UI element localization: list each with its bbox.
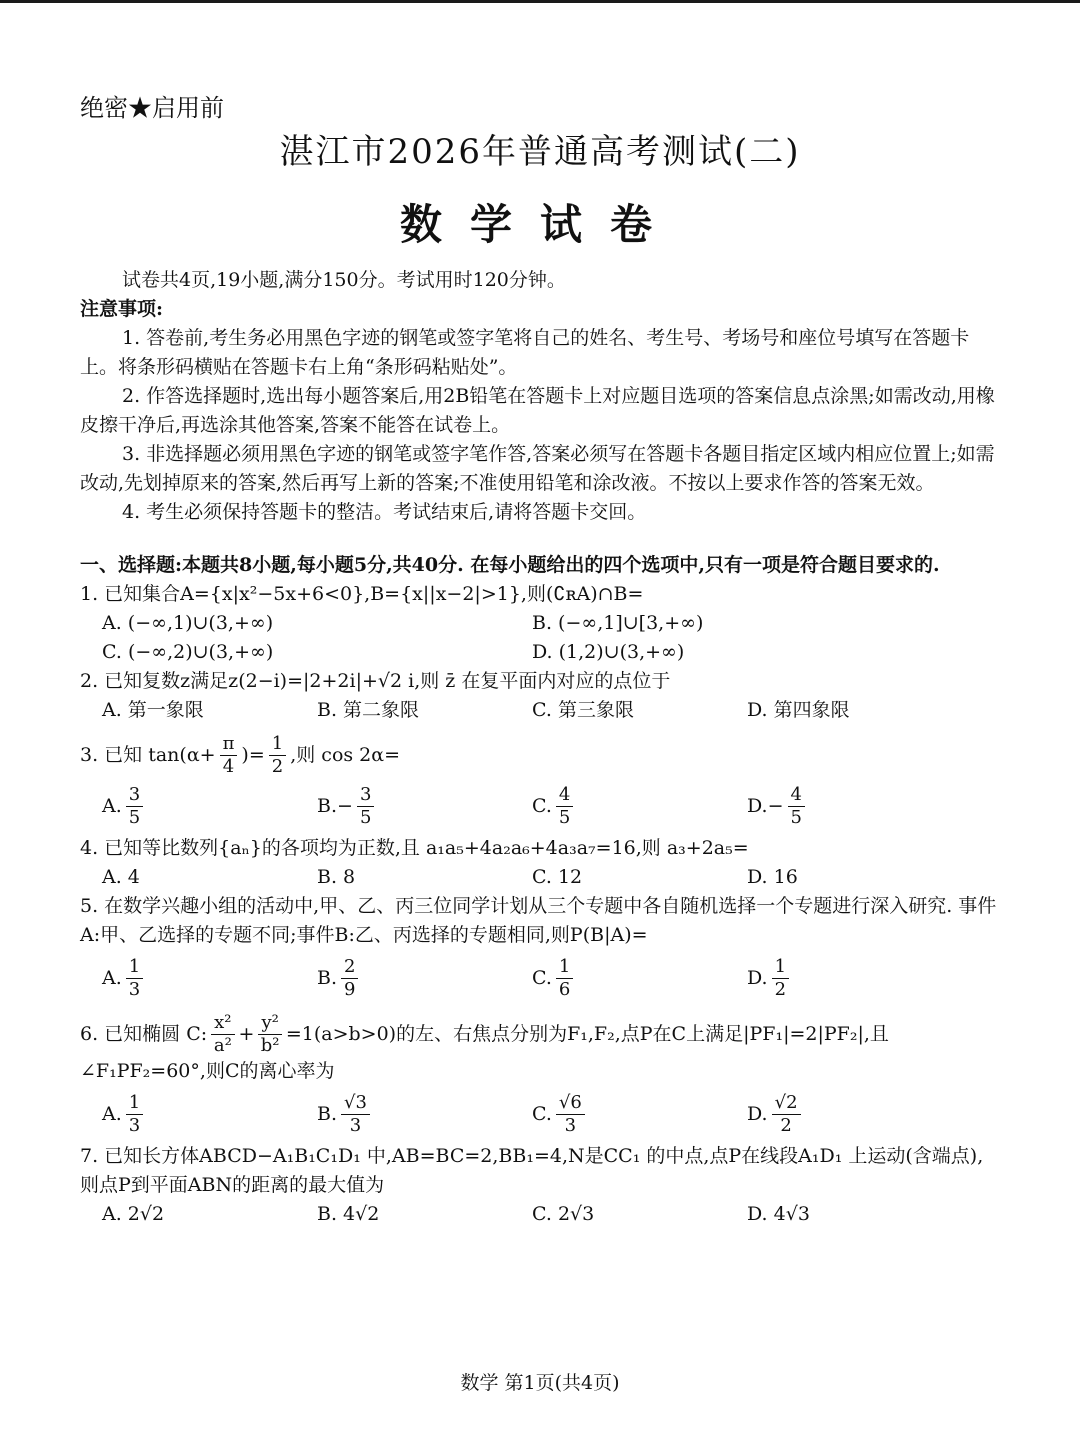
option-d: D. 4√3 (747, 1203, 810, 1225)
frac-numerator: 1 (269, 733, 286, 756)
question-4-stem: 4. 已知等比数列{aₙ}的各项均为正数,且 a₁a₅+4a₂a₆+4a₃a₇=16,则 a₃+2a₅= (80, 837, 749, 859)
option-fraction (772, 956, 789, 1001)
frac-denominator: 5 (558, 806, 571, 828)
option-b (317, 950, 532, 1006)
option-label: C. (532, 1102, 552, 1125)
frac-denominator: 9 (344, 978, 356, 1000)
option-fraction (556, 784, 573, 829)
frac-numerator: 3 (126, 784, 143, 807)
option-sign: − (767, 794, 784, 817)
option-c: C. (−∞,2)∪(3,+∞) (102, 641, 274, 663)
option-fraction (788, 784, 805, 829)
frac-numerator: √2 (772, 1092, 801, 1115)
question-6-options (80, 1086, 1000, 1142)
subject-title: 数学试卷 (399, 200, 680, 249)
notice-item: 4. 考生必须保持答题卡的整洁。考试结束后,请将答题卡交回。 (122, 501, 647, 523)
option-label: A. (102, 1102, 122, 1125)
notice-item: 1. 答卷前,考生务必用黑色字迹的钢笔或签字笔将自己的姓名、考生号、考场号和座位号填写在答题卡上。将条形码横贴在答题卡右上角“条形码粘贴处”。 (80, 327, 970, 378)
option-fraction (341, 956, 358, 1001)
notice-item: 2. 作答选择题时,选出每小题答案后,用2B铅笔在答题卡上对应题目选项的答案信息点涂黑;如需改动,用橡皮擦干净后,再选涂其他答案,答案不能答在试卷上。 (80, 385, 995, 436)
option-fraction (556, 1092, 585, 1137)
notice-item: 3. 非选择题必须用黑色字迹的钢笔或签字笔作答,答案必须写在答题卡各题目指定区域内相应位置上;如需改动,先划掉原来的答案,然后再写上新的答案;不准使用铅笔和涂改液。不按以上要求作答的答案无效。 (80, 443, 995, 494)
page-footer: 数学 第1页(共4页) (460, 1372, 620, 1394)
question-5-options (80, 950, 1000, 1006)
frac-denominator: b² (260, 1035, 280, 1056)
q6-fraction-y (258, 1012, 281, 1057)
q6-text-prefix: 6. 已知椭圆 C: (80, 1023, 208, 1045)
option-d: D. (1,2)∪(3,+∞) (532, 641, 685, 663)
frac-numerator: 4 (556, 784, 573, 807)
option-label: D. (747, 1102, 768, 1125)
option-label: D. (747, 966, 768, 989)
q3-fraction-half (269, 733, 286, 778)
frac-denominator: 3 (128, 1114, 141, 1136)
option-a (102, 778, 317, 834)
frac-numerator: 1 (126, 1092, 143, 1115)
frac-numerator: π (220, 733, 238, 756)
question-6-stem-line2: ∠F₁PF₂=60°,则C的离心率为 (80, 1060, 335, 1082)
option-fraction (126, 956, 143, 1001)
option-label: C. (532, 966, 552, 989)
frac-numerator: 1 (556, 956, 573, 979)
question-2-options (80, 696, 1000, 725)
frac-denominator: 3 (349, 1114, 362, 1136)
q3-fraction-pi-over-4 (220, 733, 238, 778)
question-3-stem (80, 733, 1000, 778)
option-b: B. (−∞,1]∪[3,+∞) (532, 612, 704, 634)
option-d: D. 第四象限 (747, 699, 850, 721)
exam-page (80, 88, 1000, 1229)
option-label: D. (747, 794, 768, 817)
option-fraction (126, 1092, 143, 1137)
frac-denominator: 6 (558, 978, 571, 1000)
option-b (317, 1086, 532, 1142)
frac-denominator: 5 (790, 806, 802, 828)
question-7-options (80, 1200, 1000, 1229)
frac-denominator: a² (213, 1035, 232, 1056)
option-c (532, 1086, 747, 1142)
q3-text-suffix: ,则 cos 2α= (290, 744, 401, 766)
question-6-stem (80, 1012, 1000, 1057)
option-d: D. 16 (747, 866, 798, 888)
frac-denominator: 3 (564, 1114, 577, 1136)
question-3-options (80, 778, 1000, 834)
question-1-options (80, 609, 1000, 667)
q6-plus: + (238, 1023, 255, 1045)
option-fraction (126, 784, 143, 829)
frac-numerator: 3 (357, 784, 374, 807)
option-fraction (357, 784, 374, 829)
frac-numerator: 4 (788, 784, 805, 807)
question-4-options (80, 863, 1000, 892)
option-c: C. 第三象限 (532, 699, 634, 721)
option-label: C. (532, 794, 552, 817)
option-label: B. (317, 1102, 338, 1125)
option-label: A. (102, 966, 122, 989)
option-b: B. 8 (317, 866, 356, 888)
option-label: B. (317, 966, 338, 989)
option-a: A. (−∞,1)∪(3,+∞) (102, 612, 274, 634)
intro-text: 试卷共4页,19小题,满分150分。考试用时120分钟。 (122, 269, 566, 291)
option-b: B. 第二象限 (317, 699, 420, 721)
option-fraction (556, 956, 573, 1001)
frac-numerator: 1 (772, 956, 789, 979)
question-2-stem: 2. 已知复数z满足z(2−i)=|2+2i|+√2 i,则 z̄ 在复平面内对应的点位于 (80, 670, 671, 692)
option-c: C. 12 (532, 866, 583, 888)
option-a: A. 第一象限 (102, 699, 204, 721)
option-label: B. (317, 794, 338, 817)
frac-numerator: √3 (341, 1092, 370, 1115)
question-5-stem: 5. 在数学兴趣小组的活动中,甲、乙、丙三位同学计划从三个专题中各自随机选择一个专题进行深入研究. 事件A:甲、乙选择的专题不同;事件B:乙、丙选择的专题相同,则P(B|A)= (80, 895, 997, 946)
q3-text-mid: )= (241, 744, 265, 766)
q3-text-prefix: 3. 已知 tan(α+ (80, 744, 216, 766)
top-border-line (0, 0, 1080, 3)
option-a: A. 2√2 (102, 1203, 165, 1225)
option-d (747, 778, 962, 834)
frac-denominator: 5 (128, 806, 141, 828)
frac-denominator: 2 (780, 1114, 792, 1136)
question-1-stem: 1. 已知集合A={x|x²−5x+6<0},B={x||x−2|>1},则(∁ʀA)∩B= (80, 583, 644, 605)
frac-numerator: 2 (341, 956, 358, 979)
frac-numerator: x² (211, 1012, 234, 1035)
section-heading: 一、选择题:本题共8小题,每小题5分,共40分. 在每小题给出的四个选项中,只有一项是符合题目要求的. (80, 554, 940, 576)
frac-denominator: 2 (774, 978, 787, 1000)
option-c (532, 950, 747, 1006)
frac-denominator: 2 (271, 756, 284, 777)
option-fraction (772, 1092, 801, 1137)
option-b (317, 778, 532, 834)
frac-denominator: 3 (128, 978, 141, 1000)
option-d (747, 1086, 962, 1142)
option-a (102, 950, 317, 1006)
frac-numerator: 1 (126, 956, 143, 979)
option-label: A. (102, 794, 122, 817)
option-a (102, 1086, 317, 1142)
frac-denominator: 4 (222, 756, 235, 777)
option-a: A. 4 (102, 866, 140, 888)
question-7-stem: 7. 已知长方体ABCD−A₁B₁C₁D₁ 中,AB=BC=2,BB₁=4,N是CC₁ 的中点,点P在线段A₁D₁ 上运动(含端点),则点P到平面ABN的距离的最大值为 (80, 1145, 984, 1196)
option-c: C. 2√3 (532, 1203, 595, 1225)
option-c (532, 778, 747, 834)
notice-title: 注意事项: (80, 298, 164, 320)
option-fraction (341, 1092, 370, 1137)
frac-numerator: y² (258, 1012, 281, 1035)
exam-title: 湛江市2026年普通高考测试(二) (279, 132, 801, 172)
q6-text-suffix: =1(a>b>0)的左、右焦点分别为F₁,F₂,点P在C上满足|PF₁|=2|PF₂|,且 (285, 1023, 889, 1045)
frac-numerator: √6 (556, 1092, 585, 1115)
secret-label: 绝密★启用前 (80, 94, 224, 122)
frac-denominator: 5 (359, 806, 372, 828)
q6-fraction-x (211, 1012, 234, 1057)
option-d (747, 950, 962, 1006)
option-sign: − (337, 794, 353, 817)
option-b: B. 4√2 (317, 1203, 380, 1225)
